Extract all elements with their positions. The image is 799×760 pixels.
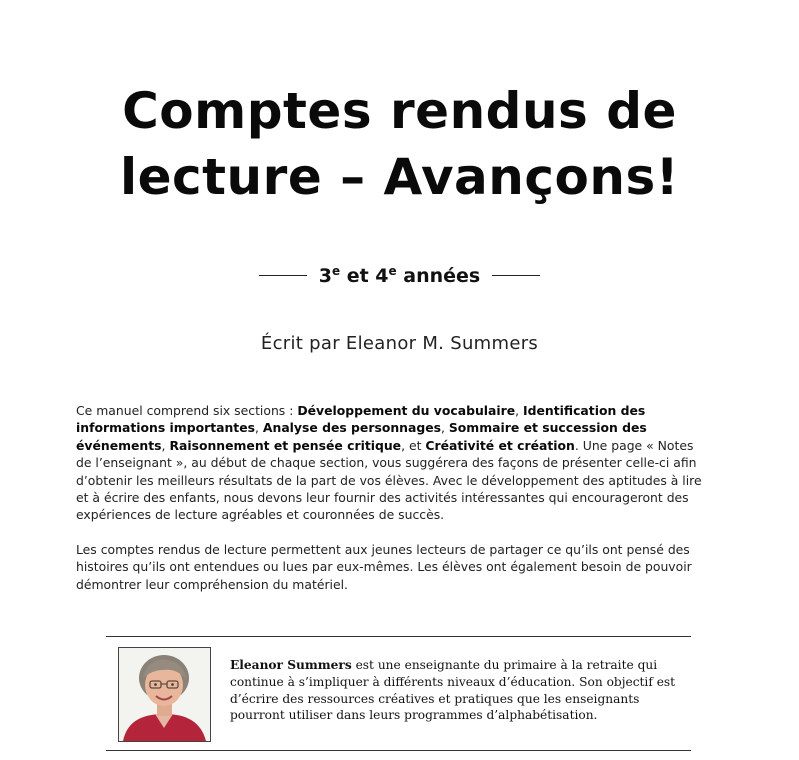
bio-description: est une enseignante du primaire à la retraite qui continue à s’impliquer à différents niveaux d’éducation. Son objectif est d’écrire des ressources créatives et pratiques que les enseignants pourront utiliser dans leurs programmes d’alphabétisation. (230, 658, 676, 723)
section-raisonnement: Raisonnement et pensée critique (169, 437, 402, 453)
intro-sep: , (161, 437, 170, 453)
grade-rule-left (259, 275, 307, 276)
intro-text (76, 402, 708, 593)
intro-sep: , (440, 420, 449, 436)
author-photo (118, 647, 211, 742)
intro-paragraph-2: Les comptes rendus de lecture permettent aux jeunes lecteurs de partager ce qu’ils ont pensé des histoires qu’ils ont entendues ou lues par eux-mêmes. Les élèves ont également besoin de pouvoir démontrer leur compréhension du matériel. (76, 541, 692, 592)
intro-paragraph-1 (76, 402, 708, 524)
intro-sep: , (255, 420, 263, 436)
section-creativite: Créativité et création (425, 437, 575, 453)
bio-author-name: Eleanor Summers (230, 658, 352, 672)
grade-sup2: e (388, 264, 397, 278)
title-line-2: lecture – Avançons! (119, 148, 680, 206)
grade-level (0, 264, 799, 287)
grade-text (319, 264, 481, 287)
section-identification: Identification des informations importantes (76, 403, 646, 436)
section-sommaire: Sommaire et succession des événements (76, 420, 647, 453)
grade-part2: années (396, 265, 481, 287)
page-title (0, 78, 799, 210)
author-portrait-icon (119, 648, 210, 741)
intro-lead: Ce manuel comprend six sections : (76, 403, 298, 418)
grade-rule-right (492, 275, 540, 276)
grade-part1: 3 (318, 265, 332, 287)
intro-sep: , (515, 403, 524, 418)
intro-sep: , et (401, 437, 426, 453)
intro-tail: . Une page « Notes de l’enseignant », au début de chaque section, vous suggérera des façons de présenter celle-ci afin d’obtenir les meilleurs résultats de la part de vos élèves. Avec le développement des aptitudes à lire et à écrire des enfants, nous devons leur fournir des activités intéressantes qui encourageront des expériences de lecture agréables et couronnées de succès. (76, 437, 702, 523)
grade-sup1: e (331, 264, 341, 278)
title-line-1: Comptes rendus de (122, 82, 677, 140)
author-bio-text (230, 657, 690, 724)
grade-between: et 4 (340, 265, 389, 287)
section-vocabulaire: Développement du vocabulaire (297, 403, 516, 418)
author-bio-box (106, 636, 691, 751)
author-credit: Écrit par Eleanor M. Summers (260, 333, 539, 354)
section-personnages: Analyse des personnages (262, 420, 441, 436)
